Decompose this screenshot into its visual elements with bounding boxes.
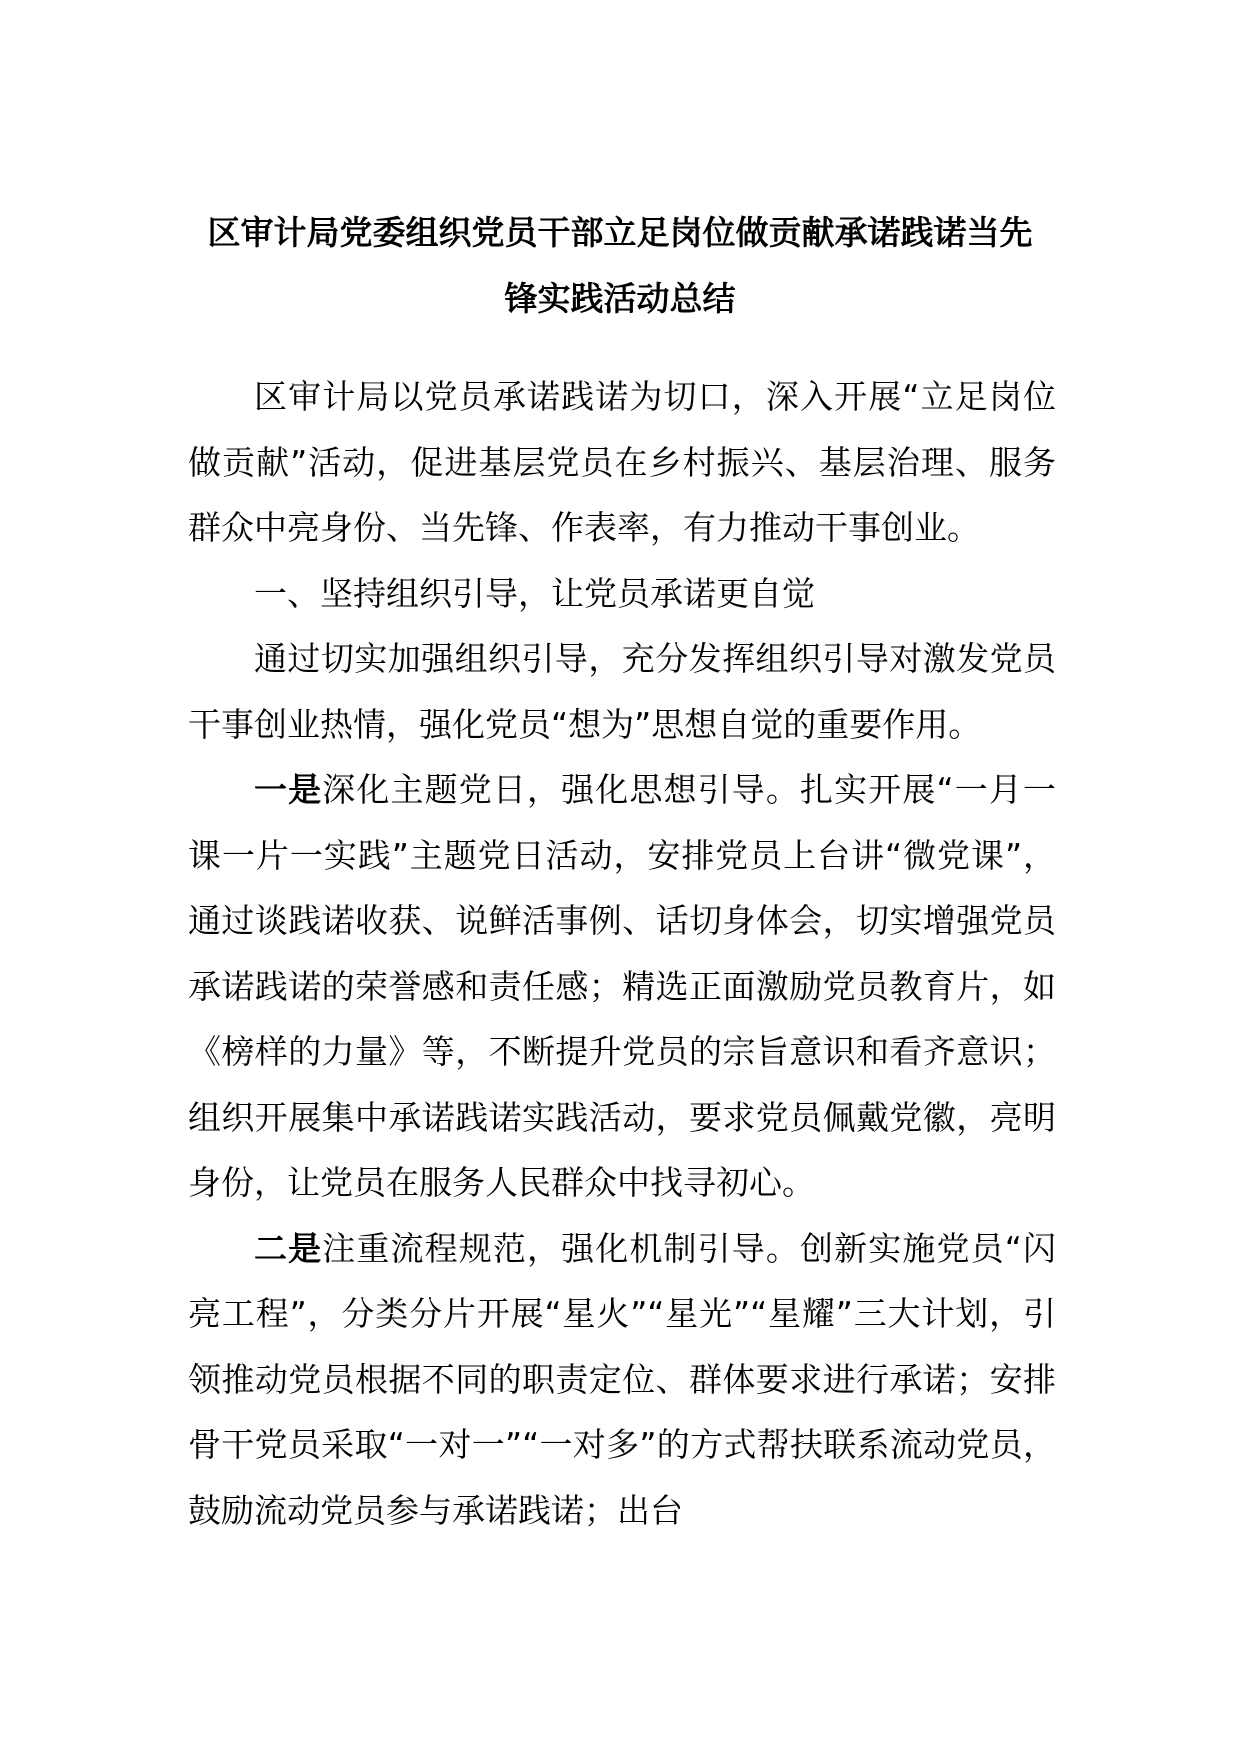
section-heading-1-text: 一、坚持组织引导，让党员承诺更自觉 bbox=[254, 573, 815, 613]
document-body bbox=[188, 364, 1056, 1543]
intro-text: 区审计局以党员承诺践诺为切口，深入开展“立足岗位做贡献”活动，促进基层党员在乡村振兴、基层治理、服务群众中亮身份、当先锋、作表率，有力推动干事创业。 bbox=[188, 377, 1056, 547]
title-line-2: 锋实践活动总结 bbox=[504, 279, 736, 318]
point-2-text: 注重流程规范，强化机制引导。创新实施党员“闪亮工程”，分类分片开展“星火”“星光”“星耀”三大计划，引领推动党员根据不同的职责定位、群体要求进行承诺；安排骨干党员采取“一对一”“一对多”的方式帮扶联系流动党员，鼓励流动党员参与承诺践诺；出台 bbox=[188, 1228, 1057, 1530]
point-1-text: 深化主题党日，强化思想引导。扎实开展“一月一课一片一实践”主题党日活动，安排党员上台讲“微党课”，通过谈践诺收获、说鲜活事例、话切身体会，切实增强党员承诺践诺的荣誉感和责任感；精选正面激励党员教育片，如《榜样的力量》等，不断提升党员的宗旨意识和看齐意识；组织开展集中承诺践诺实践活动，要求党员佩戴党徽，亮明身份，让党员在服务人民群众中找寻初心。 bbox=[188, 770, 1057, 1202]
point-1-paragraph bbox=[188, 757, 1056, 1216]
document-title bbox=[160, 200, 1080, 332]
section-heading-1 bbox=[188, 561, 1056, 627]
point-2-paragraph bbox=[188, 1216, 1056, 1544]
title-line-1: 区审计局党委组织党员干部立足岗位做贡献承诺践诺当先 bbox=[207, 213, 1033, 252]
intro-paragraph bbox=[188, 364, 1056, 561]
section-1-intro-paragraph bbox=[188, 626, 1056, 757]
point-1-lead: 一是 bbox=[254, 770, 323, 809]
section-1-intro-text: 通过切实加强组织引导，充分发挥组织引导对激发党员干事创业热情，强化党员“想为”思想自觉的重要作用。 bbox=[188, 639, 1056, 744]
point-2-lead: 二是 bbox=[254, 1228, 323, 1268]
